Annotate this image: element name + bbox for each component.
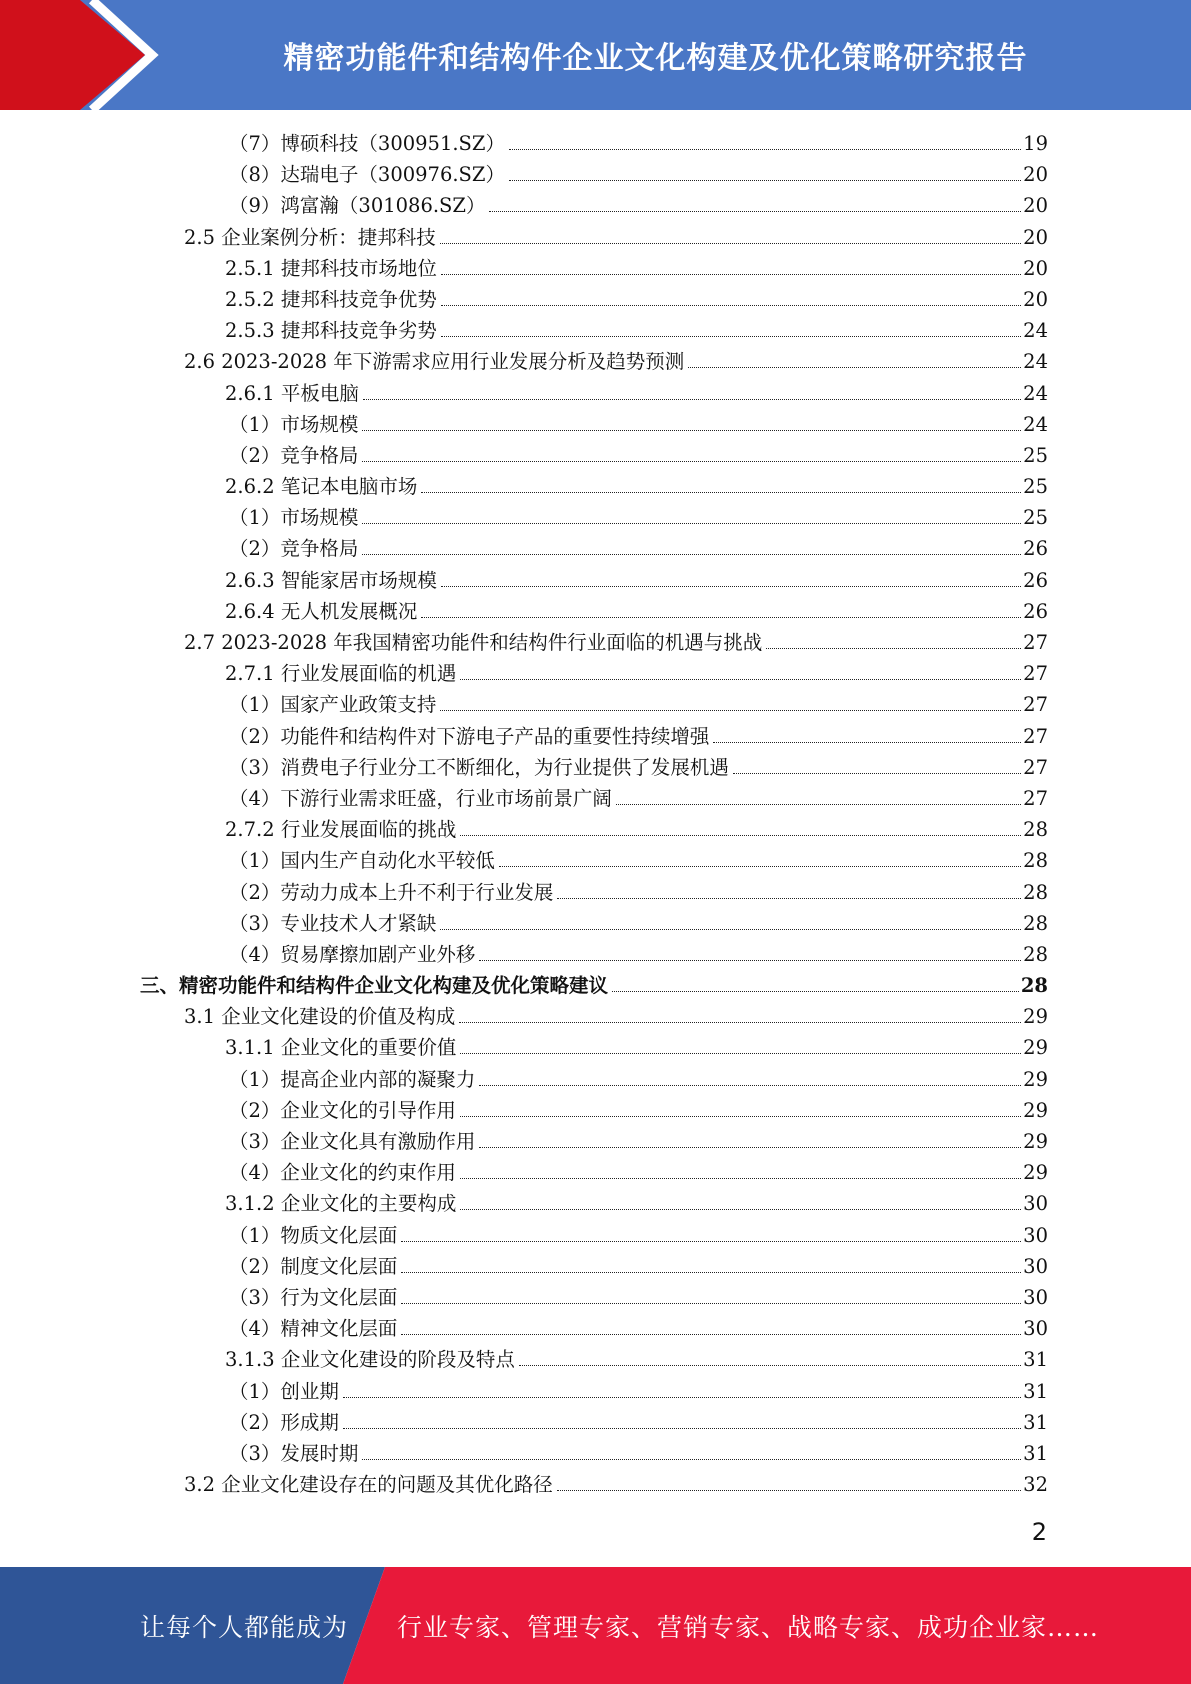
page-footer bbox=[0, 1567, 1191, 1684]
toc-entry-title: 2.5.3 捷邦科技竞争劣势 bbox=[225, 319, 437, 343]
toc-entry[interactable] bbox=[0, 1407, 1048, 1438]
page-header bbox=[0, 0, 1191, 110]
toc-leader-dots bbox=[557, 897, 1021, 899]
toc-leader-dots bbox=[343, 1396, 1021, 1398]
toc-entry-page: 29 bbox=[1023, 1067, 1048, 1091]
toc-leader-dots bbox=[343, 1427, 1021, 1429]
toc-leader-dots bbox=[440, 709, 1021, 711]
toc-entry-title: （4）贸易摩擦加剧产业外移 bbox=[229, 942, 476, 966]
toc-leader-dots bbox=[688, 366, 1021, 368]
report-title: 精密功能件和结构件企业文化构建及优化策略研究报告 bbox=[283, 41, 1028, 76]
toc-leader-dots bbox=[441, 273, 1021, 275]
toc-entry-title: 2.5.2 捷邦科技竞争优势 bbox=[225, 287, 437, 311]
toc-entry[interactable] bbox=[0, 502, 1048, 533]
toc-leader-dots bbox=[713, 741, 1021, 743]
toc-entry-title: （1）市场规模 bbox=[229, 412, 359, 436]
toc-leader-dots bbox=[766, 647, 1021, 649]
toc-entry[interactable] bbox=[0, 346, 1048, 377]
toc-entry-page: 26 bbox=[1023, 537, 1048, 561]
toc-entry-title: 2.7.2 行业发展面临的挑战 bbox=[225, 818, 457, 842]
toc-entry[interactable] bbox=[0, 1064, 1048, 1095]
toc-entry-page: 24 bbox=[1023, 350, 1048, 374]
toc-entry-page: 28 bbox=[1023, 880, 1048, 904]
toc-entry-title: 2.5.1 捷邦科技市场地位 bbox=[225, 256, 437, 280]
toc-entry[interactable] bbox=[0, 1282, 1048, 1313]
toc-entry[interactable] bbox=[0, 627, 1048, 658]
toc-entry-page: 28 bbox=[1020, 974, 1048, 998]
toc-entry-title: 2.5 企业案例分析：捷邦科技 bbox=[184, 225, 436, 249]
toc-entry[interactable] bbox=[0, 783, 1048, 814]
toc-leader-dots bbox=[441, 304, 1021, 306]
toc-entry[interactable] bbox=[0, 845, 1048, 876]
toc-entry-title: 2.7.1 行业发展面临的机遇 bbox=[225, 662, 457, 686]
toc-leader-dots bbox=[441, 335, 1021, 337]
toc-leader-dots bbox=[362, 429, 1021, 431]
toc-entry-title: （4）精神文化层面 bbox=[229, 1317, 398, 1341]
toc-entry-page: 27 bbox=[1023, 662, 1048, 686]
toc-leader-dots bbox=[362, 522, 1021, 524]
header-red-arrow bbox=[0, 0, 145, 110]
toc-leader-dots bbox=[401, 1240, 1021, 1242]
toc-entry-title: （1）市场规模 bbox=[229, 506, 359, 530]
toc-entry-title: （4）下游行业需求旺盛，行业市场前景广阔 bbox=[229, 786, 612, 810]
toc-entry-title: 2.6.1 平板电脑 bbox=[225, 381, 359, 405]
toc-entry-page: 29 bbox=[1023, 1098, 1048, 1122]
toc-entry[interactable] bbox=[0, 440, 1048, 471]
toc-entry-page: 25 bbox=[1023, 443, 1048, 467]
toc-entry-page: 20 bbox=[1023, 194, 1048, 218]
toc-entry[interactable] bbox=[0, 1095, 1048, 1126]
toc-entry-title: （1）提高企业内部的凝聚力 bbox=[229, 1067, 476, 1091]
toc-leader-dots bbox=[362, 460, 1021, 462]
toc-entry[interactable] bbox=[0, 1220, 1048, 1251]
toc-entry[interactable] bbox=[0, 159, 1048, 190]
toc-entry[interactable] bbox=[0, 190, 1048, 221]
toc-entry-title: 2.6.4 无人机发展概况 bbox=[225, 599, 418, 623]
toc-entry[interactable] bbox=[0, 378, 1048, 409]
toc-entry[interactable] bbox=[0, 939, 1048, 970]
toc-entry[interactable] bbox=[0, 877, 1048, 908]
toc-entry-page: 26 bbox=[1023, 568, 1048, 592]
toc-entry[interactable] bbox=[0, 1376, 1048, 1407]
toc-leader-dots bbox=[460, 678, 1021, 680]
toc-leader-dots bbox=[401, 1302, 1021, 1304]
toc-entry[interactable] bbox=[0, 908, 1048, 939]
toc-entry[interactable] bbox=[0, 970, 1048, 1001]
toc-leader-dots bbox=[362, 1458, 1021, 1460]
toc-entry[interactable] bbox=[0, 409, 1048, 440]
toc-entry-page: 19 bbox=[1023, 132, 1048, 155]
toc-leader-dots bbox=[479, 959, 1021, 961]
toc-entry-page: 20 bbox=[1023, 163, 1048, 187]
toc-entry-title: （3）消费电子行业分工不断细化，为行业提供了发展机遇 bbox=[229, 755, 729, 779]
toc-entry-page: 31 bbox=[1023, 1410, 1048, 1434]
toc-entry-page: 28 bbox=[1023, 849, 1048, 873]
toc-leader-dots bbox=[362, 553, 1021, 555]
toc-entry-page: 20 bbox=[1023, 225, 1048, 249]
toc-entry-page: 30 bbox=[1023, 1285, 1048, 1309]
toc-entry-title: 3.1 企业文化建设的价值及构成 bbox=[184, 1005, 456, 1029]
toc-entry-page: 20 bbox=[1023, 287, 1048, 311]
toc-leader-dots bbox=[460, 1208, 1021, 1210]
toc-entry-page: 31 bbox=[1023, 1441, 1048, 1465]
toc-entry[interactable] bbox=[0, 596, 1048, 627]
toc-entry-page: 27 bbox=[1023, 631, 1048, 654]
toc-entry[interactable] bbox=[0, 222, 1048, 253]
toc-entry[interactable] bbox=[0, 752, 1048, 783]
toc-leader-dots bbox=[401, 1333, 1021, 1335]
toc-leader-dots bbox=[460, 834, 1021, 836]
toc-entry-title: 3.1.1 企业文化的重要价值 bbox=[225, 1036, 457, 1060]
toc-leader-dots bbox=[421, 491, 1021, 493]
toc-entry-page: 28 bbox=[1023, 911, 1048, 935]
toc-leader-dots bbox=[460, 1052, 1021, 1054]
toc-entry-title: 三、精密功能件和结构件企业文化构建及优化策略建议 bbox=[140, 974, 609, 998]
toc-entry[interactable] bbox=[0, 658, 1048, 689]
toc-leader-dots bbox=[499, 865, 1021, 867]
toc-leader-dots bbox=[479, 1084, 1021, 1086]
toc-entry-title: 3.1.3 企业文化建设的阶段及特点 bbox=[225, 1348, 515, 1372]
toc-entry-title: 2.7 2023-2028 年我国精密功能件和结构件行业面临的机遇与挑战 bbox=[184, 631, 763, 654]
toc-entry[interactable] bbox=[0, 284, 1048, 315]
toc-leader-dots bbox=[440, 928, 1021, 930]
toc-entry-page: 20 bbox=[1023, 256, 1048, 280]
toc-entry-page: 25 bbox=[1023, 506, 1048, 530]
toc-entry-title: （4）企业文化的约束作用 bbox=[229, 1161, 456, 1185]
toc-entry-page: 30 bbox=[1023, 1317, 1048, 1341]
toc-entry-page: 24 bbox=[1023, 381, 1048, 405]
toc-entry-title: （3）行为文化层面 bbox=[229, 1285, 398, 1309]
toc-entry-page: 28 bbox=[1023, 818, 1048, 842]
toc-leader-dots bbox=[421, 616, 1021, 618]
toc-leader-dots bbox=[363, 398, 1021, 400]
toc-entry-title: （2）形成期 bbox=[229, 1410, 339, 1434]
footer-slogan-left: 让每个人都能成为 bbox=[140, 1612, 349, 1642]
toc-entry-title: （2）竞争格局 bbox=[229, 537, 359, 561]
toc-entry-page: 30 bbox=[1023, 1254, 1048, 1278]
toc-entry[interactable] bbox=[0, 814, 1048, 845]
toc-entry[interactable] bbox=[0, 689, 1048, 720]
toc-leader-dots bbox=[441, 585, 1021, 587]
toc-entry[interactable] bbox=[0, 1126, 1048, 1157]
toc-leader-dots bbox=[459, 1021, 1021, 1023]
toc-entry-title: （3）发展时期 bbox=[229, 1441, 359, 1465]
toc-entry[interactable] bbox=[0, 1032, 1048, 1063]
toc-entry[interactable] bbox=[0, 128, 1048, 159]
toc-entry-title: （1）创业期 bbox=[229, 1379, 339, 1403]
toc-entry-page: 32 bbox=[1023, 1473, 1048, 1497]
toc-entry-page: 27 bbox=[1023, 786, 1048, 810]
toc-entry-page: 29 bbox=[1023, 1161, 1048, 1185]
toc-entry[interactable] bbox=[0, 315, 1048, 346]
toc-entry-page: 25 bbox=[1023, 475, 1048, 499]
toc-entry[interactable] bbox=[0, 1157, 1048, 1188]
toc-entry-title: 2.6.2 笔记本电脑市场 bbox=[225, 475, 418, 499]
toc-leader-dots bbox=[616, 803, 1021, 805]
toc-entry-page: 27 bbox=[1023, 724, 1048, 748]
toc-entry[interactable] bbox=[0, 1001, 1048, 1032]
toc-leader-dots bbox=[401, 1271, 1021, 1273]
toc-entry[interactable] bbox=[0, 1469, 1048, 1500]
toc-leader-dots bbox=[557, 1489, 1021, 1491]
toc-leader-dots bbox=[509, 179, 1021, 181]
toc-entry-page: 30 bbox=[1023, 1192, 1048, 1216]
toc-entry-title: （3）专业技术人才紧缺 bbox=[229, 911, 437, 935]
toc-leader-dots bbox=[460, 1177, 1021, 1179]
toc-leader-dots bbox=[612, 990, 1019, 992]
toc-entry-page: 26 bbox=[1023, 599, 1048, 623]
toc-entry-title: （1）国家产业政策支持 bbox=[229, 693, 437, 717]
toc-entry-page: 24 bbox=[1023, 412, 1048, 436]
toc-entry-page: 27 bbox=[1023, 755, 1048, 779]
toc-entry-title: （7）博硕科技（300951.SZ） bbox=[229, 132, 505, 155]
toc-entry-page: 28 bbox=[1023, 942, 1048, 966]
toc-entry-page: 29 bbox=[1023, 1036, 1048, 1060]
toc-entry-page: 31 bbox=[1023, 1348, 1048, 1372]
toc-entry-page: 24 bbox=[1023, 319, 1048, 343]
table-of-contents bbox=[0, 128, 1191, 1500]
toc-entry-title: （2）劳动力成本上升不利于行业发展 bbox=[229, 880, 554, 904]
toc-entry-page: 31 bbox=[1023, 1379, 1048, 1403]
toc-entry-page: 27 bbox=[1023, 693, 1048, 717]
toc-entry[interactable] bbox=[0, 721, 1048, 752]
toc-entry[interactable] bbox=[0, 471, 1048, 502]
toc-leader-dots bbox=[479, 1146, 1021, 1148]
toc-leader-dots bbox=[460, 1115, 1021, 1117]
toc-entry-title: （3）企业文化具有激励作用 bbox=[229, 1130, 476, 1153]
toc-entry-title: （2）制度文化层面 bbox=[229, 1254, 398, 1278]
toc-entry-page: 30 bbox=[1023, 1223, 1048, 1247]
footer-slogan-right: 行业专家、管理专家、营销专家、战略专家、成功企业家…… bbox=[397, 1612, 1100, 1642]
toc-entry-title: （2）竞争格局 bbox=[229, 443, 359, 467]
toc-entry[interactable] bbox=[0, 533, 1048, 564]
toc-entry-page: 29 bbox=[1023, 1005, 1048, 1029]
toc-entry-title: （9）鸿富瀚（301086.SZ） bbox=[229, 194, 486, 218]
toc-entry-title: 2.6 2023-2028 年下游需求应用行业发展分析及趋势预测 bbox=[184, 350, 685, 374]
toc-entry[interactable] bbox=[0, 1313, 1048, 1344]
toc-entry-title: 2.6.3 智能家居市场规模 bbox=[225, 568, 437, 592]
toc-entry[interactable] bbox=[0, 1188, 1048, 1219]
toc-entry-title: 3.1.2 企业文化的主要构成 bbox=[225, 1192, 457, 1216]
page-number: 2 bbox=[1031, 1518, 1047, 1546]
toc-entry[interactable] bbox=[0, 1438, 1048, 1469]
toc-entry-title: （1）国内生产自动化水平较低 bbox=[229, 849, 495, 873]
toc-entry-title: 3.2 企业文化建设存在的问题及其优化路径 bbox=[184, 1473, 553, 1497]
toc-leader-dots bbox=[509, 148, 1021, 150]
toc-leader-dots bbox=[440, 242, 1021, 244]
toc-leader-dots bbox=[519, 1364, 1021, 1366]
toc-entry-page: 29 bbox=[1023, 1130, 1048, 1153]
toc-entry[interactable] bbox=[0, 1344, 1048, 1375]
toc-leader-dots bbox=[733, 772, 1021, 774]
toc-entry[interactable] bbox=[0, 253, 1048, 284]
toc-entry-title: （2）企业文化的引导作用 bbox=[229, 1098, 456, 1122]
toc-entry-title: （8）达瑞电子（300976.SZ） bbox=[229, 163, 505, 187]
toc-entry[interactable] bbox=[0, 1251, 1048, 1282]
toc-entry-title: （2）功能件和结构件对下游电子产品的重要性持续增强 bbox=[229, 724, 710, 748]
toc-leader-dots bbox=[489, 210, 1021, 212]
toc-entry-title: （1）物质文化层面 bbox=[229, 1223, 398, 1247]
toc-entry[interactable] bbox=[0, 565, 1048, 596]
